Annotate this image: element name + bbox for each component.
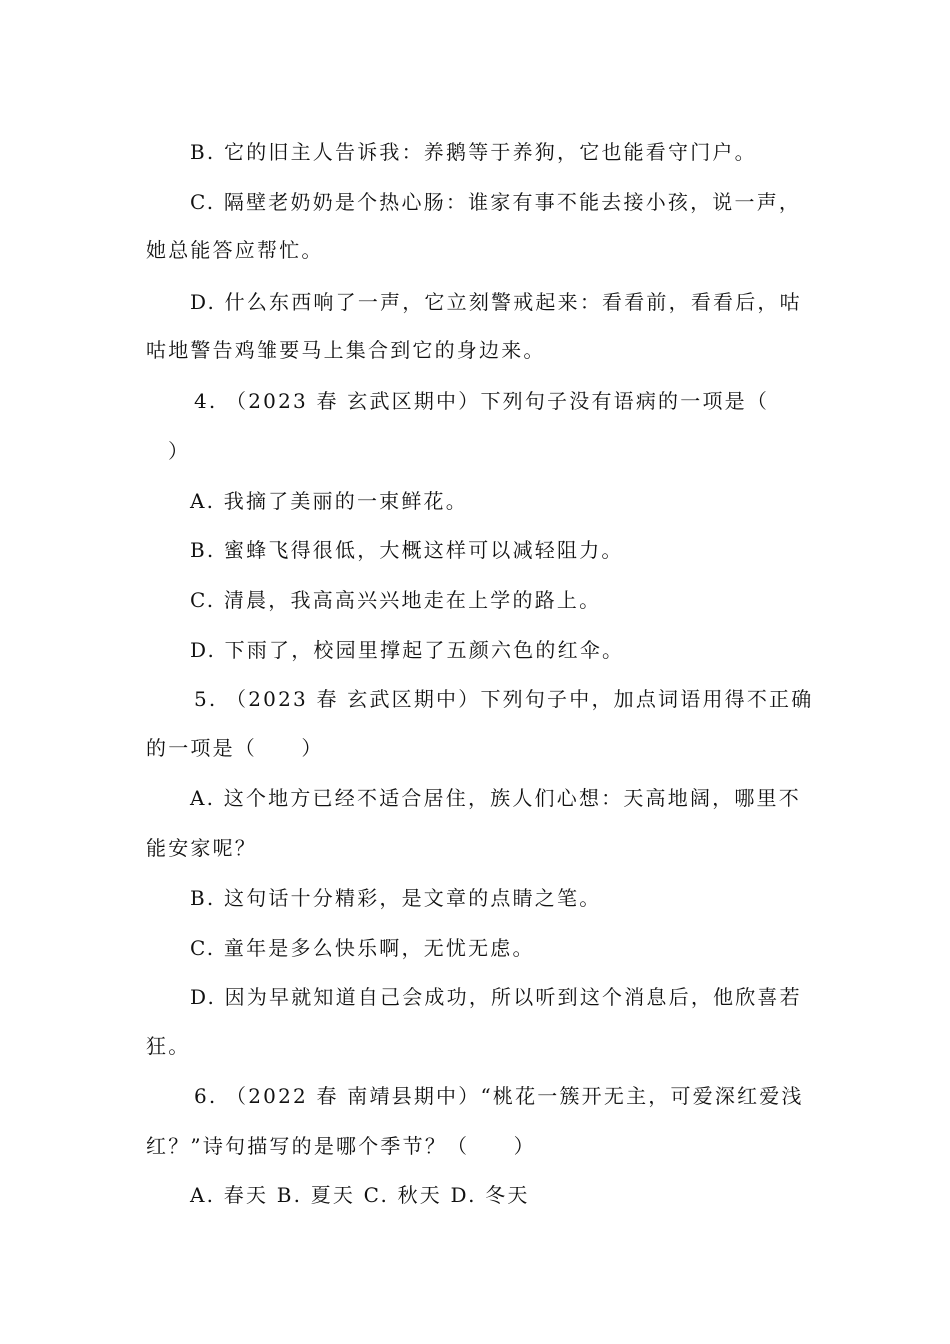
q4-stem-line1: 4. （2023 春 玄武区期中）下列句子没有语病的一项是（ <box>194 389 770 413</box>
q5-option-c: C. 童年是多么快乐啊，无忧无虑。 <box>190 936 535 960</box>
q4-option-b: B. 蜜蜂飞得很低，大概这样可以减轻阻力。 <box>190 538 624 562</box>
q6-stem-line1: 6. （2022 春 南靖县期中）“桃花一簇开无主，可爱深红爱浅 <box>194 1084 804 1108</box>
q5-option-a-line2: 能安家呢？ <box>146 836 257 860</box>
q3-option-b: B. 它的旧主人告诉我：养鹅等于养狗，它也能看守门户。 <box>190 140 757 164</box>
q3-option-c-line1: C. 隔壁老奶奶是个热心肠：谁家有事不能去接小孩，说一声， <box>190 190 802 214</box>
q6-stem-line2: 红？”诗句描写的是哪个季节？（ ） <box>146 1134 536 1158</box>
q5-option-d-line2: 狂。 <box>146 1034 191 1058</box>
q5-option-d-line1: D. 因为早就知道自己会成功，所以听到这个消息后，他欣喜若 <box>190 985 802 1009</box>
q3-option-c-line2: 她总能答应帮忙。 <box>146 238 324 262</box>
q3-option-d-line1: D. 什么东西响了一声，它立刻警戒起来：看看前，看看后，咕 <box>190 290 802 314</box>
q4-option-a: A. 我摘了美丽的一束鲜花。 <box>190 489 468 513</box>
q5-stem-line1: 5. （2023 春 玄武区期中）下列句子中，加点词语用得不正确 <box>194 687 814 711</box>
q4-option-c: C. 清晨，我高高兴兴地走在上学的路上。 <box>190 588 602 612</box>
q5-option-b: B. 这句话十分精彩，是文章的点睛之笔。 <box>190 886 602 910</box>
q6-options: A. 春天 B. 夏天 C. 秋天 D. 冬天 <box>190 1183 530 1207</box>
q5-option-a-line1: A. 这个地方已经不适合居住，族人们心想：天高地阔，哪里不 <box>190 786 801 810</box>
q4-option-d: D. 下雨了，校园里撑起了五颜六色的红伞。 <box>190 638 625 662</box>
q3-option-d-line2: 咕地警告鸡雏要马上集合到它的身边来。 <box>146 338 546 362</box>
q4-stem-line2: ） <box>168 439 191 463</box>
q5-stem-line2: 的一项是（ ） <box>146 736 324 760</box>
